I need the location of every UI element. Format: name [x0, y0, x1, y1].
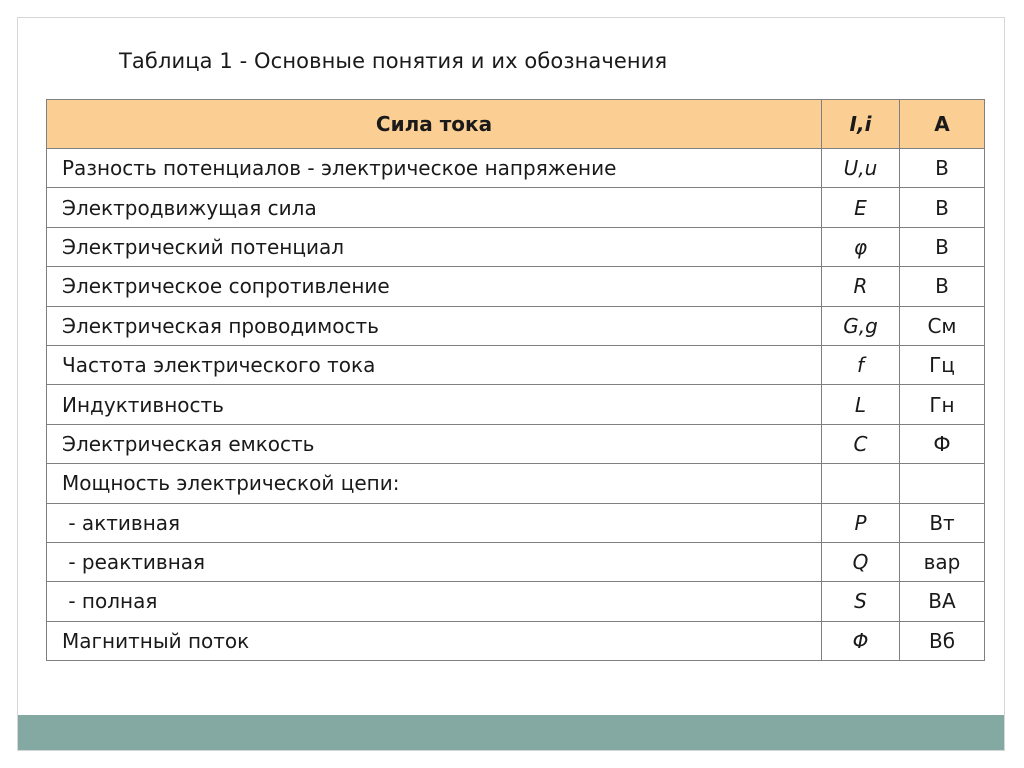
term-name: Магнитный поток [47, 621, 822, 660]
table-row [47, 424, 985, 463]
term-symbol: P [822, 503, 900, 542]
term-symbol [822, 464, 900, 503]
term-name: Разность потенциалов - электрическое напряжение [47, 149, 822, 188]
term-name: Частота электрического тока [47, 345, 822, 384]
term-unit: вар [900, 542, 985, 581]
slide [17, 17, 1005, 751]
term-symbol: Φ [822, 621, 900, 660]
term-unit: ВА [900, 582, 985, 621]
term-symbol: f [822, 345, 900, 384]
term-unit: Вб [900, 621, 985, 660]
term-name: - активная [47, 503, 822, 542]
table-row [47, 306, 985, 345]
term-unit: Гц [900, 345, 985, 384]
term-name: Электрическая проводимость [47, 306, 822, 345]
term-unit: В [900, 188, 985, 227]
term-symbol: L [822, 385, 900, 424]
term-name: Индуктивность [47, 385, 822, 424]
table-row [47, 385, 985, 424]
table-caption: Таблица 1 - Основные понятия и их обозначения [119, 49, 668, 73]
term-name: Электрическая емкость [47, 424, 822, 463]
term-symbol: E [822, 188, 900, 227]
header-symbol-cell: I,i [822, 100, 900, 149]
term-symbol: φ [822, 227, 900, 266]
table-row [47, 267, 985, 306]
table-row [47, 149, 985, 188]
term-symbol: R [822, 267, 900, 306]
term-unit [900, 464, 985, 503]
term-symbol: U,u [822, 149, 900, 188]
table-row [47, 582, 985, 621]
term-unit: В [900, 227, 985, 266]
table-row [47, 227, 985, 266]
term-name: Мощность электрической цепи: [47, 464, 822, 503]
bottom-decor-bar [18, 715, 1004, 750]
term-symbol: S [822, 582, 900, 621]
header-name-cell: Сила тока [47, 100, 822, 149]
table-row [47, 345, 985, 384]
table-header-row [47, 100, 985, 149]
header-unit-cell: А [900, 100, 985, 149]
table-row [47, 621, 985, 660]
term-name: Электродвижущая сила [47, 188, 822, 227]
term-symbol: Q [822, 542, 900, 581]
term-symbol: C [822, 424, 900, 463]
term-name: - реактивная [47, 542, 822, 581]
term-unit: В [900, 149, 985, 188]
term-name: Электрический потенциал [47, 227, 822, 266]
term-unit: Гн [900, 385, 985, 424]
term-unit: Вт [900, 503, 985, 542]
term-unit: Ф [900, 424, 985, 463]
term-name: - полная [47, 582, 822, 621]
table-row [47, 503, 985, 542]
terms-table [46, 99, 985, 661]
table-row [47, 464, 985, 503]
term-unit: См [900, 306, 985, 345]
table-row [47, 188, 985, 227]
term-unit: В [900, 267, 985, 306]
table-row [47, 542, 985, 581]
term-name: Электрическое сопротивление [47, 267, 822, 306]
term-symbol: G,g [822, 306, 900, 345]
